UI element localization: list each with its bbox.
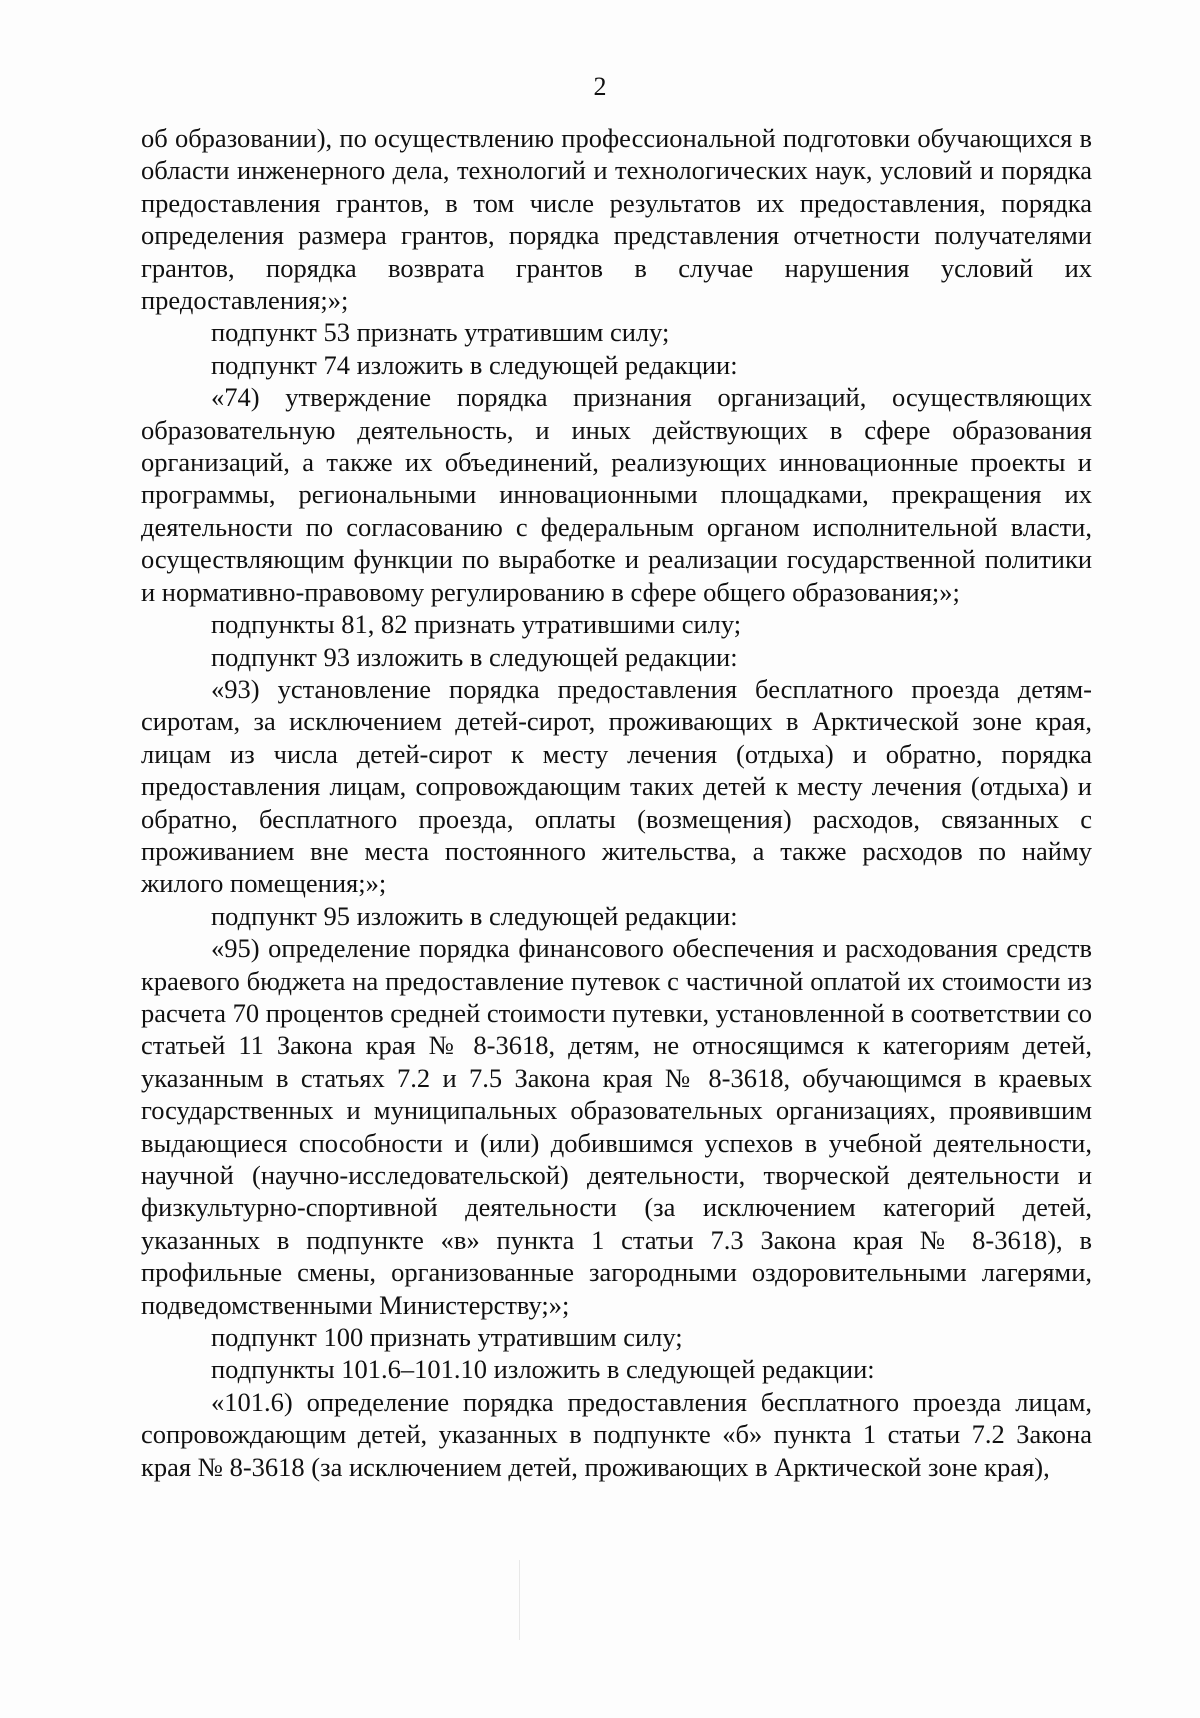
- paragraph-continuation-grants: об образовании), по осуществлению профессиональной подготовки обучающихся в области инженерного дела, технологий и технологических наук, условий и порядка предоставления грантов, в том числе результатов их предоставления, порядка определения размера грантов, порядка представления отчетности получателями грантов, порядка возврата грантов в случае нарушения условий их предоставления;»;: [141, 123, 1092, 316]
- paragraph-subpoint-74-intro: подпункт 74 изложить в следующей редакции:: [211, 349, 738, 380]
- paragraph-subpoint-100: подпункт 100 признать утратившим силу;: [211, 1322, 683, 1353]
- paragraph-subpoint-53: подпункт 53 признать утратившим силу;: [211, 317, 670, 348]
- paragraph-subpoint-95-intro: подпункт 95 изложить в следующей редакции:: [211, 900, 738, 931]
- scan-edge-mark: [519, 1560, 520, 1640]
- paragraph-subpoint-101-6-text: «101.6) определение порядка предоставления бесплатного проезда лицам, сопровождающим детей, указанных в подпункте «б» пункта 1 статьи 7.2 Закона края № 8-3618 (за исключением детей, проживающих в Арктической зоне края),: [141, 1386, 1092, 1482]
- paragraph-subpoint-93-intro: подпункт 93 изложить в следующей редакции:: [211, 641, 738, 672]
- paragraph-subpoints-101-intro: подпункты 101.6–101.10 изложить в следующей редакции:: [211, 1354, 875, 1385]
- paragraph-subpoint-74-text: «74) утверждение порядка признания организаций, осуществляющих образовательную деятельность, и иных действующих в сфере образования организаций, а также их объединений, реализующих инновационные проекты и программы, региональными инновационными площадками, прекращения их деятельности по согласованию с федеральным органом исполнительной власти, осуществляющим функции по выработке и реализации государственной политики и нормативно-правовому регулированию в сфере общего образования;»;: [141, 382, 1092, 607]
- paragraph-subpoint-95-text: «95) определение порядка финансового обеспечения и расходования средств краевого бюджета на предоставление путевок с частичной оплатой их стоимости из расчета 70 процентов средней стоимости путевки, установленной в соответствии со статьей 11 Закона края № 8-3618, детям, не относящимся к категориям детей, указанным в статьях 7.2 и 7.5 Закона края № 8-3618, обучающимся в краевых государственных и муниципальных образовательных организациях, проявившим выдающиеся способности и (или) добившимся успехов в учебной деятельности, научной (научно-исследовательской) деятельности, творческой деятельности и физкультурно-спортивной деятельности (за исключением категорий детей, указанных в подпункте «в» пункта 1 статьи 7.3 Закона края № 8-3618), в профильные смены, организованные загородными оздоровительными лагерями, подведомственными Министерству;»;: [141, 933, 1092, 1320]
- page-number: 2: [593, 72, 607, 101]
- paragraph-subpoints-81-82: подпункты 81, 82 признать утратившими силу;: [211, 609, 742, 640]
- document-body: [141, 122, 1092, 1483]
- paragraph-subpoint-93-text: «93) установление порядка предоставления бесплатного проезда детям-сиротам, за исключением детей-сирот, проживающих в Арктической зоне края, лицам из числа детей-сирот к месту лечения (отдыха) и обратно, порядка предоставления лицам, сопровождающим таких детей к месту лечения (отдыха) и обратно, бесплатного проезда, оплаты (возмещения) расходов, связанных с проживанием вне места постоянного жительства, а также расходов по найму жилого помещения;»;: [141, 673, 1092, 899]
